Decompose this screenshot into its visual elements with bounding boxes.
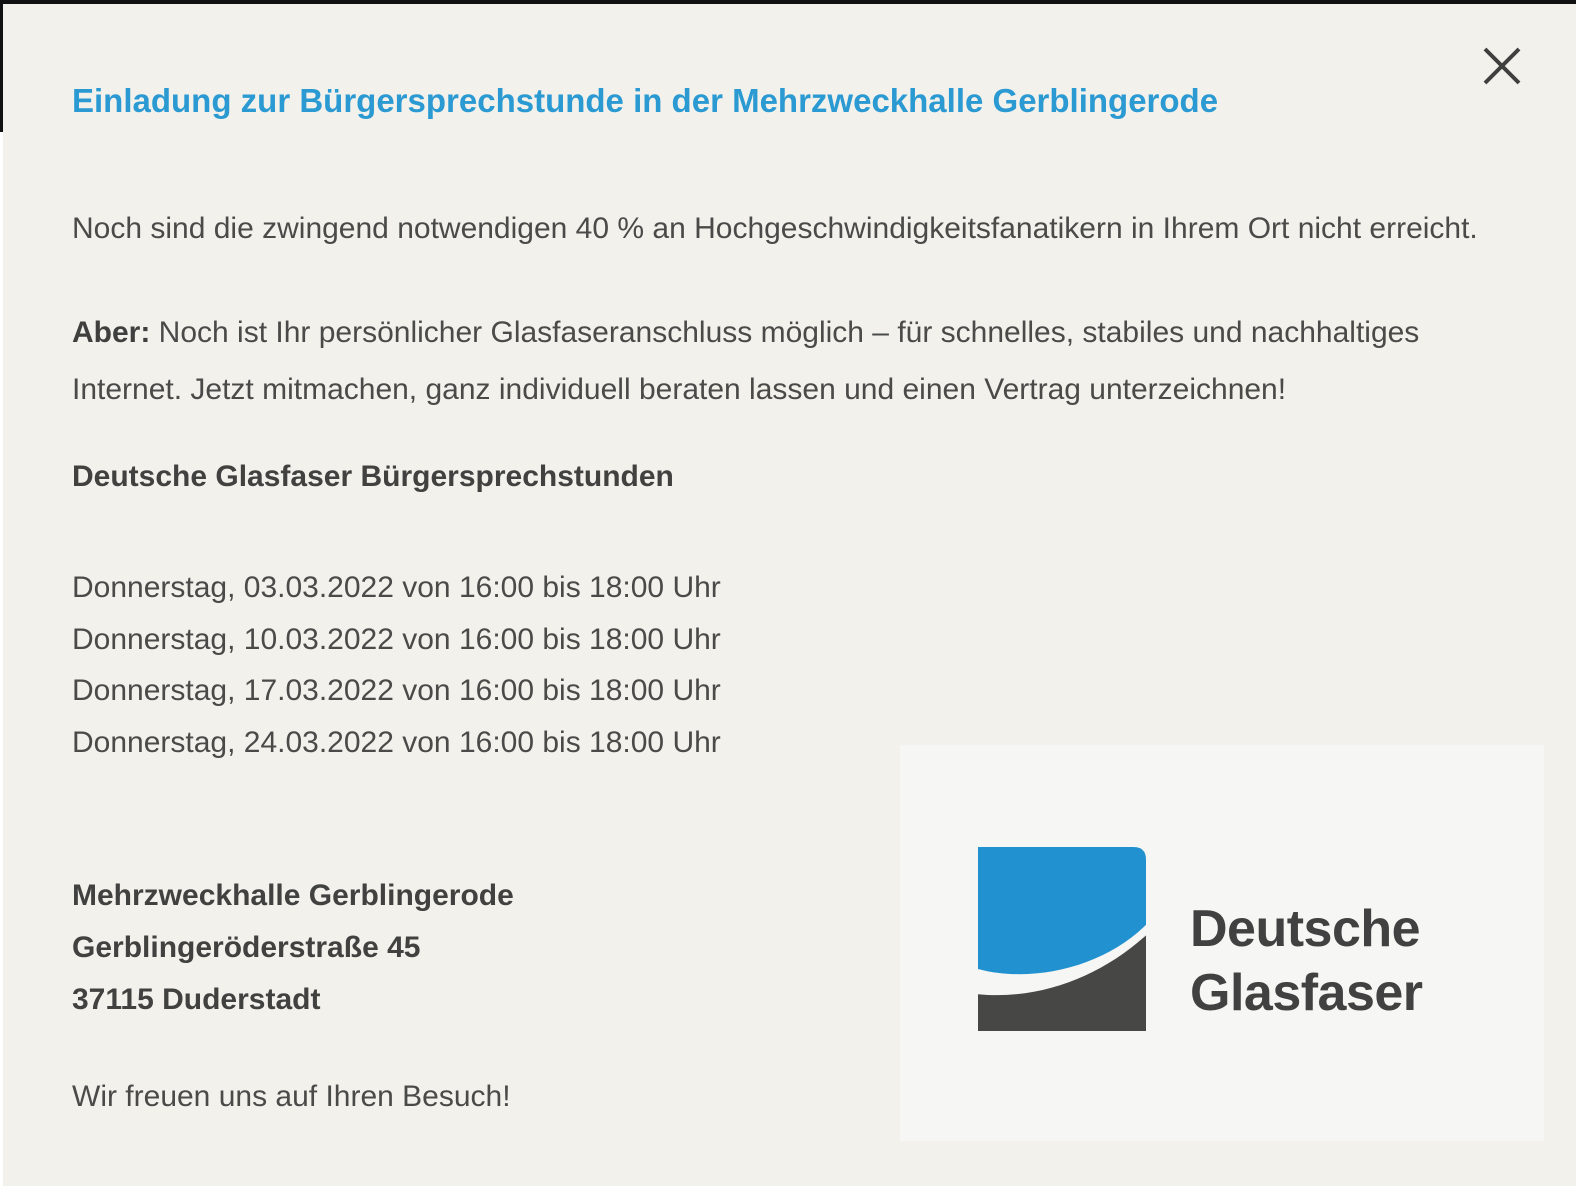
schedule-heading: Deutsche Glasfaser Bürgersprechstunden — [72, 460, 674, 493]
schedule-item: Donnerstag, 10.03.2022 von 16:00 bis 18:00 Uhr — [72, 622, 721, 656]
venue-address — [72, 870, 514, 1026]
announcement-dialog — [3, 4, 1576, 1186]
closing-line: Wir freuen uns auf Ihren Besuch! — [72, 1080, 511, 1113]
schedule-list — [72, 562, 721, 768]
close-icon — [1482, 46, 1522, 86]
venue-name: Mehrzweckhalle Gerblingerode — [72, 879, 514, 912]
offer-lead: Aber: — [72, 316, 151, 349]
venue-street: Gerblingeröderstraße 45 — [72, 931, 421, 964]
offer-rest: Noch ist Ihr persönlicher Glasfaseranschluss möglich – für schnelles, stabiles und nachhaltiges Internet. Jetzt mitmachen, ganz individuell beraten lassen und einen Vertrag unterzeichnen! — [72, 316, 1420, 406]
close-button[interactable] — [1470, 34, 1534, 98]
logo-wordmark — [1190, 897, 1423, 1025]
venue-city: 37115 Duderstadt — [72, 983, 321, 1016]
offer-paragraph — [72, 304, 1442, 418]
deutsche-glasfaser-logo-icon — [978, 847, 1146, 1031]
dialog-title: Einladung zur Bürgersprechstunde in der Mehrzweckhalle Gerblingerode — [72, 82, 1219, 119]
schedule-item: Donnerstag, 03.03.2022 von 16:00 bis 18:00 Uhr — [72, 571, 721, 604]
brand-logo — [900, 745, 1544, 1141]
schedule-item: Donnerstag, 17.03.2022 von 16:00 bis 18:00 Uhr — [72, 674, 721, 707]
intro-paragraph: Noch sind die zwingend notwendigen 40 % an Hochgeschwindigkeitsfanatikern in Ihrem Ort nicht erreicht. — [72, 212, 1478, 245]
logo-wordmark-line1: Deutsche — [1190, 900, 1421, 958]
logo-wordmark-line2: Glasfaser — [1190, 964, 1423, 1022]
schedule-item: Donnerstag, 24.03.2022 von 16:00 bis 18:00 Uhr — [72, 725, 721, 759]
